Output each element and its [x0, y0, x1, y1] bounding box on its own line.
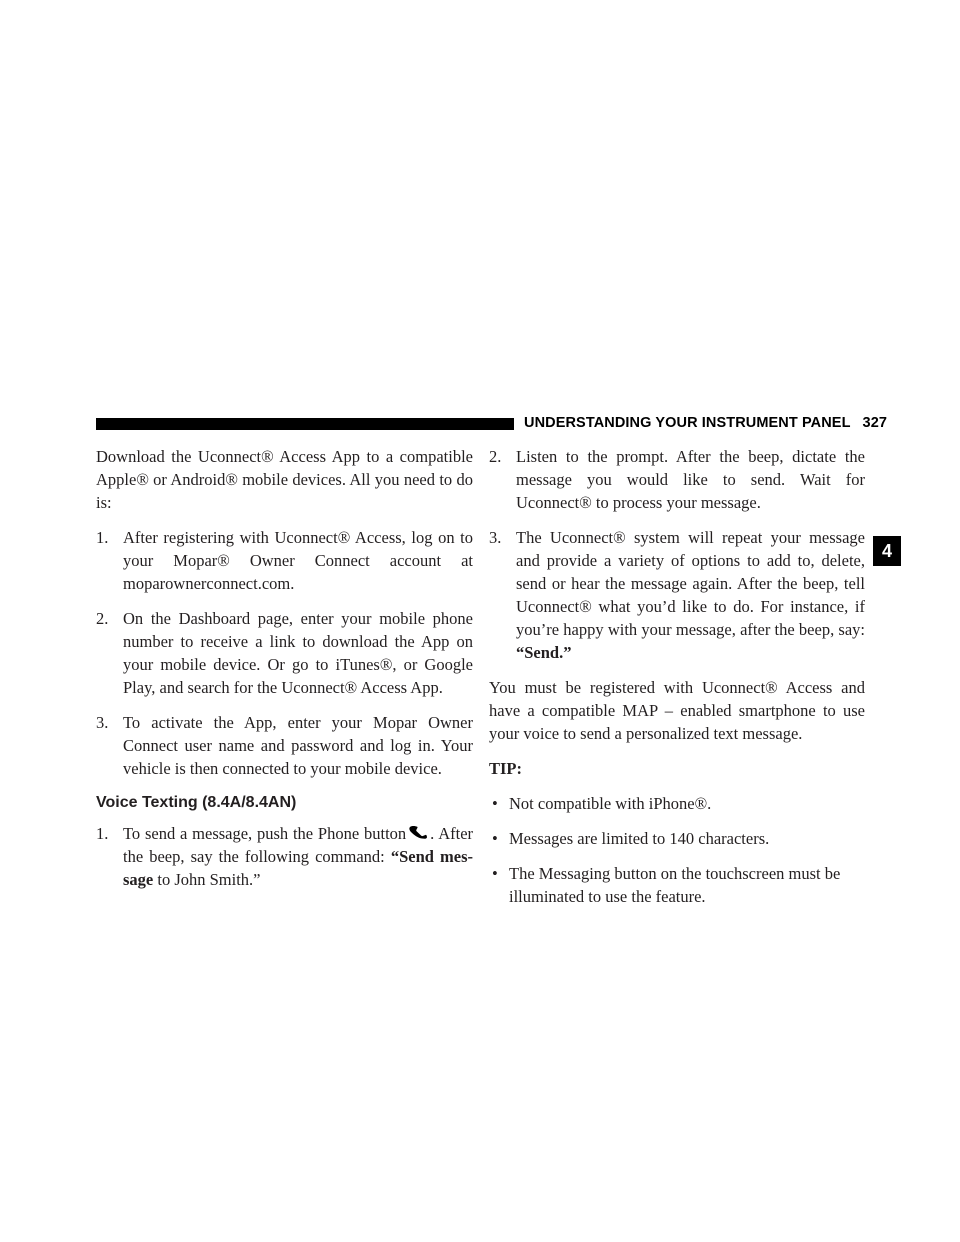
step-number: 3.: [96, 713, 109, 732]
list-item: [96, 607, 473, 699]
list-item: [96, 526, 473, 595]
step-text: To activate the App, enter your Mopar Owner Connect user name and password and log in. Your vehicle is then connected to your mobile device.: [123, 713, 473, 778]
header-rule: [96, 418, 514, 430]
step-text: On the Dashboard page, enter your mobile phone number to receive a link to download the App on your mobile device. Or go to iTunes®, or Google Play, and search for the Uconnect® Access App.: [123, 609, 473, 697]
command-text: “Send.”: [516, 643, 572, 662]
step-text: To send a message, push the Phone button: [123, 824, 407, 843]
tip-label: TIP:: [489, 759, 522, 778]
bullet-icon: •: [492, 829, 498, 848]
left-column: [96, 445, 473, 903]
step-number: 1.: [96, 824, 109, 843]
step-number: 2.: [96, 609, 109, 628]
intro-paragraph: Download the Uconnect® Access App to a compatible Apple® or Android® mobile devices. All you need to do is:: [96, 447, 473, 512]
bullet-text: Messages are limited to 140 characters.: [509, 829, 770, 848]
list-item: [96, 822, 473, 891]
list-item: [96, 711, 473, 780]
bullet-text: Not compatible with iPhone®.: [509, 794, 712, 813]
list-item: [489, 445, 865, 514]
step-text: After registering with Uconnect® Access, log on to your Mopar® Owner Connect account at moparownerconnect.com.: [123, 528, 473, 593]
list-item: [489, 792, 865, 815]
step-text: Listen to the prompt. After the beep, dictate the message you would like to send. Wait for Uconnect® to process your message.: [516, 447, 865, 512]
header-title: UNDERSTANDING YOUR INSTRUMENT PANEL: [524, 415, 851, 431]
list-item: [489, 862, 865, 908]
step-number: 3.: [489, 528, 502, 547]
step-text: The Uconnect® system will repeat your message and provide a variety of options to add to, delete, send or hear the message again. After the beep, tell Uconnect® what you’d like to do. For instance, if you’re happy with your message, after the beep, say:: [516, 528, 865, 639]
step-number: 1.: [96, 528, 109, 547]
step-text: . After the beep, say the following command:: [123, 824, 474, 866]
list-item: [489, 526, 865, 664]
step-text: to John Smith.”: [153, 870, 261, 889]
body-paragraph: You must be registered with Uconnect® Access and have a compatible MAP – enabled smartphone to use your voice to send a personalized text message.: [489, 678, 865, 743]
right-column: [489, 445, 865, 920]
list-item: [489, 827, 865, 850]
bullet-icon: •: [492, 864, 498, 883]
command-text: “Send mes- sage: [123, 847, 473, 889]
bullet-text: The Messaging button on the touchscreen must be illuminated to use the feature.: [509, 864, 841, 906]
bullet-icon: •: [492, 794, 498, 813]
step-number: 2.: [489, 447, 502, 466]
section-heading: Voice Texting (8.4A/8.4AN): [96, 794, 297, 811]
page-number: 327: [862, 415, 888, 431]
chapter-tab: 4: [873, 536, 901, 566]
phone-icon: [408, 826, 428, 840]
running-header: [524, 413, 887, 433]
